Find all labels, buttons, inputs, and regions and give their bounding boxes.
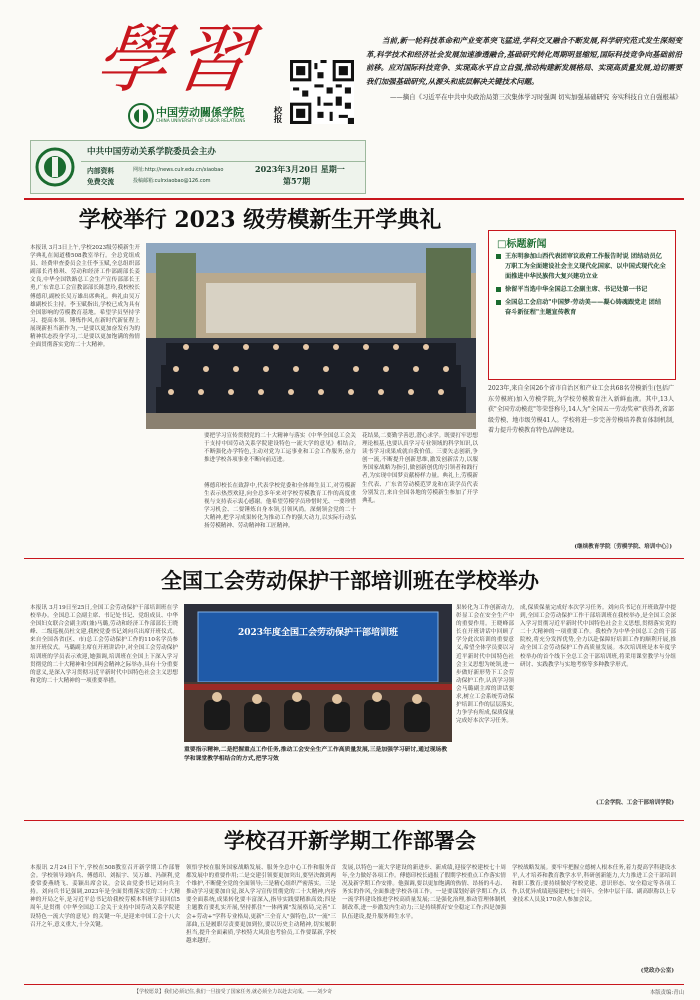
headline-news-title: □标题新闻 <box>497 239 547 250</box>
email-label[interactable]: 投稿邮箱:culrxiaobao@126.com <box>133 178 211 184</box>
emblem-icon <box>35 147 75 187</box>
article2-photo <box>184 604 452 742</box>
section-divider-2 <box>24 820 684 821</box>
article3-col1: 本报讯 2月24日下午,学校在508教室召开新学期工作部署会。学校领导刘向兵、傅德印、刘振宇、吴万雄、冯颜利,党委常委燕晓飞、姜颖出席会议。会议由党委书记刘向兵主持。刘向兵书记强调,2023年是全面贯彻落实党的二十大精神的开局之年,是习近平总书记给我校劳模本科班学员回信5周年,是贯彻《中华全国总工会关于支持中国劳动关系学院建设特色一流大学的意见》的关键一年,是迎来中国工会十八大召开之年,意义重大,十分关键。 <box>30 865 180 928</box>
meeting-photo-icon <box>184 604 452 742</box>
article2-col1: 本报讯 3月19日至25日,全国工会劳动保护干部培训班在学校举办。全国总工会副主席、书记处书记、党组成员、中华全国妇女联合会副主席(兼)马璐,劳动和经济工作部部长王晓峰、二级巡视员杜文建,我校党委书记刘向兵出席开班仪式。来自全国各省(区、市)总工会劳动保护工作的110名学员参加开班仪式。马璐副主席在开班讲话中,对全国工会劳动保护培训班的学员表示欢迎,她强调,培训班在全国上下深入学习贯彻党的二十大精神和全国两会精神之际举办,具有十分重要的意义,是深入学习贯彻习近平新时代中国特色社会主义思想和党的二十大精神的一项重要举措。 <box>30 605 178 684</box>
article1-col1: 本报讯 3月3日上午,学校2023级劳模新生开学典礼在闻道楼508教室举行。全总党组成员、经费审查委员会主任李玉赋,全总组织部副部长肖格琪、劳动和经济工作部副部长姜文良,中华全国铁路总工会生产宣传部部长王勇,广东省总工会宣教部部长陈慧玲,我校校长傅德印,副校长吴万雄出席典礼。典礼由吴万雄副校长主持。李玉赋指出,学校已成为具有全国影响的劳模教育基地。希望学员坚持学习、提高本领、锤炼作风,在新时代新征程上展现新担当新作为,一是要以更加奋发有为的精神状态投身学习,二是要以更加饱满的热情全面贯彻落实党的二十大精神。 <box>30 245 140 349</box>
url-label[interactable]: 网址:http://news.culr.edu.cn/xiaobao <box>133 167 224 173</box>
article2-caption: 重要指示精神,二是把握重点工作任务,推动工会安全生产工作高质量发展,三是加强学习研讨,通过现场教学和课堂教学相结合的方式,把学习效 <box>184 747 448 762</box>
bullet-icon <box>496 254 501 259</box>
school-logo-icon <box>128 103 154 129</box>
group-photo-icon <box>146 243 476 429</box>
bullet-icon <box>496 287 501 292</box>
school-name-en: CHINA UNIVERSITY OF LABOR RELATIONS <box>156 119 246 124</box>
footer <box>24 984 684 999</box>
article2-col3: 果转化为工作创新动力,彰显工会在安全生产中的重要作用。王晓峰部长在开班讲话中回顾了学分此次培训的重要意义,希望全体学员要以习近平新时代中国特色社会主义思想为统领,进一步做好新形势下工会劳动保护工作,认真学习领会马璐副主席的讲话要求,树立工会系统劳动保护培训工作的层层落实,力争学有所成,保质保量完成好本次学习任务。 <box>456 605 514 725</box>
quote-box <box>366 34 682 166</box>
article3-col3: 发展,以特色一流大学建设的新进步、新成绩,迎接学校建校七十周年,全力做好各项工作。傅德印校长通报了假期学校重点工作落实情况及新学期工作安排。他强调,要以更加饱满的热情、昂扬的斗志、务实的作风,全面推进学校各项工作。一是要谋划好新学期工作,以一流学科建设推进学校高质量发展;二是强化治理,推动管理体制机制改革,进一步激发内生动力;三是持续抓好安全稳定工作;四是加强队伍建设,提升服务师生水平。 <box>342 865 506 920</box>
paper-label: 校报 <box>272 106 282 123</box>
article3-col2: 领悟学校在服务国家战略发展、服务全总中心工作和服务首都发展中的重要作用;二是交建引领要更加突出,要坚决做到两个维护,不断健全党的全面领导;三是精心组织严密落实。三是推动学习更要加自觉,深入学习宣传贯彻党的二十大精神,内容要全面系统,成果转化要丰富深入,指导实践要精准高效;四是主题教育要扎实开展,坚持抓住"一体两翼"发展格局,完善"工会+劳动+"学科专业格局,更新"三全育人"强特色,以"一流"三部曲,五是履职尽责要更加到位,要以历史主动精神,切实履职担当,提升全面素质,学校特大风浪也考验员,工作要谋新,学校越来越好。 <box>186 865 336 944</box>
issue-date: 2023年3月20日 星期一 <box>255 164 345 174</box>
section-divider-1 <box>24 558 684 559</box>
free-label: 免费交流 <box>87 178 115 186</box>
internal-label: 内部资料 <box>87 167 115 175</box>
article2-byline: (工会学院、工会干部培训学院) <box>595 800 674 806</box>
footer-motto: 【学校愿景】我们必须记住,我们一旦接受了国家任务,就必须全力以赴去完成。——刘少奇 <box>134 989 333 995</box>
qr-code-icon[interactable] <box>290 60 354 124</box>
bullet-icon <box>496 300 501 305</box>
quote-source: ——摘自《习近平在中共中央政治局第三次集体学习时强调 切实加强基础研究 夯实科技自立自强根基》 <box>390 93 682 102</box>
article1-group-photo <box>146 243 476 429</box>
article1-col2-top: 要把学习宣传贯彻党的二十大精神与落实《中华全国总工会关于支持中国劳动关系学院建设特色一流大学的意见》相结合,不断强化办学特色,主动对党为工运事业和工会工作服务,奋力推进学校各项事业不断向前迈进。 <box>204 433 356 464</box>
article1-byline: (继续教育学院〔劳模学院、培训中心〕) <box>574 544 672 550</box>
headline-news-item[interactable]: 王东明参加山西代表团审议政府工作报告时说 团结动员亿万职工为全面建设社会主义现代化国家、以中国式现代化全面推进中华民族伟大复兴建功立业 <box>505 252 667 282</box>
headline-news-item[interactable]: 徐留平当选中华全国总工会副主席、书记处第一书记 <box>505 285 667 295</box>
article2-col4: 成,保质保量完成好本次学习任务。刘向兵书记在开班致辞中提到,全国工会劳动保护工作干部培训班在我校举办,是全国工会深入学习贯彻习近平新时代中国特色社会主义思想,贯彻落实党的二十大精神的一项重要工作。我校作为中华全国总工会的干部院校,将充分发挥优势,全力以赴保障好培训工作的顺利开展,推动全国工会劳动保护工作高质量发展。本次培训班是本年度学校举办的首个线下全总工会干部培训班,将采用课堂教学与分组研讨、实践教学与实地考察等多种教学形式。 <box>520 605 676 668</box>
article3-headline: 学校召开新学期工作部署会 <box>224 828 476 853</box>
article1-headline: 学校举行 2023 级劳模新生开学典礼 <box>78 207 442 233</box>
school-name-cn: 中国劳动關係学院 <box>156 106 244 119</box>
info-bar <box>30 140 366 194</box>
sponsor-line: 中共中国劳动关系学院委员会主办 <box>87 147 216 157</box>
article1-col3: 花结果,二要勤学善思,潜心求学。既要打牢思想理论根基,也要认真学习专业领域的科学知识,以读书学习成果成就自我价值。三要矢志创新,争创一流,不断提升创新思维,激发创新活力,以服务国家战略为指引,做创新创优的引领者和践行者,为实现中国梦贡献榜样力量。典礼上,劳模新生代表、广东省劳动模范罗龙和在读学员代表分别发言,来自全国各地的劳模新生参加了开学典礼。 <box>362 433 478 504</box>
footer-editor: 本版责编:青山 <box>649 990 684 996</box>
article1-col2-bottom: 傅德印校长在致辞中,代表学校党委和全体师生员工,对劳模新生表示热烈欢迎,向全总多年来对学校劳模教育工作的高度重视与支持表示衷心感谢。他希望劳模学员珍惜时光、一要珍惜学习机会、二要锤炼自身本领,引领风尚。深刻领会党的二十大精神,把学习成果转化为推动工作的强大动力,以实际行动弘扬劳模精神、劳动精神和工匠精神。 <box>204 483 356 530</box>
masthead-divider <box>24 198 684 200</box>
headline-news-box <box>488 230 676 380</box>
quote-text: 当前,新一轮科技革命和产业变革突飞猛进,学科交叉融合不断发展,科学研究范式发生深刻变革,科学技术和经济社会发展加速渗透融合,基础研究转化周期明显缩短,国际科技竞争向基础前沿前移。应对国际科技竞争、实现高水平自立自强,推动构建新发展格局、实现高质量发展,迫切需要我们加强基础研究,从源头和底层解决关键技术问题。 <box>366 36 682 86</box>
masthead <box>0 0 700 200</box>
article1-right-text: 2023年,来自全国26个省市自治区和产业工会共68名劳模新生(包括广东劳模班)加入劳模学院,为学校劳模教育注入新鲜血液。其中,13人获"全国劳动模范"等荣誉称号,14人为"全国五一劳动奖章"获得者,省部级劳模、地市级劳模41人。学校将进一步完善劳模培养教育体制机制,着力提升劳模教育特色品牌建设。 <box>488 385 674 435</box>
headline-news-list <box>489 252 675 318</box>
banner-text: 2023年度全国工会劳动保护干部培训班 <box>237 628 399 638</box>
article2-headline: 全国工会劳动保护干部培训班在学校举办 <box>161 568 539 593</box>
masthead-title: 學習 <box>89 17 263 103</box>
issue-number: 第57期 <box>283 176 311 186</box>
headline-news-item[interactable]: 全国总工会启动"中国梦·劳动美——凝心铸魂跟党走 团结奋斗新征程"主题宣传教育 <box>505 298 667 318</box>
article3-col4: 学校战略发展。要牢牢把握立德树人根本任务,着力提高学科建设水平,人才培养和教育教学水平,科研创新能力,大力推进工会干部培训和职工教育;要持续做好学校党建、意识形态、安全稳定等各项工作,以优异成绩迎接建校七十周年。全体中层干部、副高职称以上专业技术人员及170余人参加会议。 <box>512 865 676 904</box>
article3-byline: (党政办公室) <box>640 968 674 974</box>
